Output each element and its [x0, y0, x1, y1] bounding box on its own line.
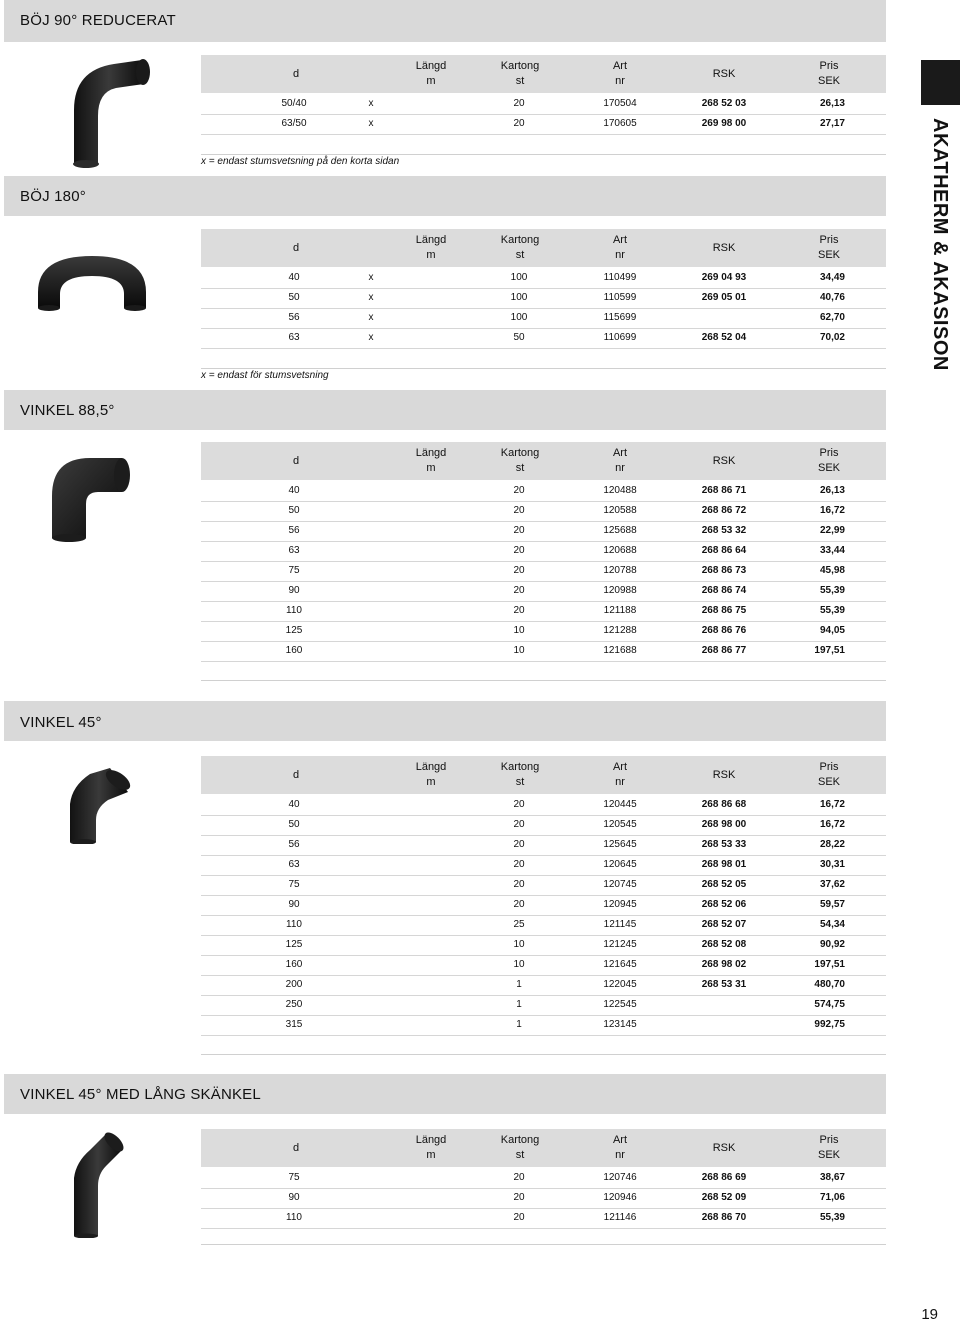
header-label: Art — [612, 234, 628, 246]
section-title: BÖJ 90° REDUCERAT — [20, 12, 176, 29]
cell-art: 120688 — [603, 545, 637, 556]
cell-carton: 20 — [513, 605, 525, 616]
cell-d: 75 — [288, 879, 300, 890]
cell-carton: 20 — [513, 899, 525, 910]
cell-rsk: 268 53 31 — [701, 979, 747, 990]
cell-carton: 1 — [516, 1019, 522, 1030]
section-title: VINKEL 45° MED LÅNG SKÄNKEL — [20, 1086, 261, 1103]
cell-rsk: 268 98 00 — [701, 819, 747, 830]
header-col-rsk — [697, 241, 751, 256]
section-header-vinkel45 — [4, 701, 886, 741]
cell-rsk: 268 52 08 — [701, 939, 747, 950]
cell-price: 992,75 — [814, 1019, 845, 1030]
divider — [201, 1244, 886, 1245]
cell-rsk: 268 86 64 — [701, 545, 747, 556]
cell-art: 121688 — [603, 645, 637, 656]
header-label: SEK — [817, 75, 840, 87]
table-header — [201, 55, 886, 93]
header-label: Pris — [819, 447, 839, 459]
header-label: RSK — [712, 1142, 736, 1154]
cell-rsk: 268 86 76 — [701, 625, 747, 636]
table-row — [201, 1188, 886, 1209]
table-note: x = endast för stumsvetsning — [201, 370, 329, 381]
cell-carton: 20 — [513, 118, 525, 129]
header-col-price — [801, 760, 857, 790]
cell-art: 120445 — [603, 799, 637, 810]
cell-price: 40,76 — [819, 292, 845, 303]
cell-rsk: 268 86 74 — [701, 585, 747, 596]
section-title: BÖJ 180° — [20, 188, 86, 205]
header-label: m — [426, 75, 436, 87]
table-row — [201, 268, 886, 289]
header-col-price — [801, 59, 857, 89]
header-col-rsk — [697, 67, 751, 82]
cell-art: 120746 — [603, 1172, 637, 1183]
cell-rsk: 268 53 33 — [701, 839, 747, 850]
header-col-d — [281, 768, 311, 783]
header-label: Art — [612, 1134, 628, 1146]
cell-rsk: 268 86 73 — [701, 565, 747, 576]
header-label: d — [292, 769, 300, 781]
table-row — [201, 288, 886, 309]
header-col-carton — [485, 233, 555, 263]
brand-vertical-label: AKATHERM & AKASISON — [929, 118, 951, 371]
cell-carton: 50 — [513, 332, 525, 343]
cell-art: 121245 — [603, 939, 637, 950]
cell-price: 26,13 — [819, 485, 845, 496]
header-col-carton — [485, 446, 555, 476]
cell-carton: 20 — [513, 565, 525, 576]
header-col-d — [281, 1141, 311, 1156]
header-label: SEK — [817, 776, 840, 788]
cell-d: 50 — [288, 292, 300, 303]
cell-price: 54,34 — [819, 919, 845, 930]
cell-art: 125645 — [603, 839, 637, 850]
header-col-d — [281, 67, 311, 82]
table-row — [201, 114, 886, 135]
table-row — [201, 795, 886, 816]
cell-price: 33,44 — [819, 545, 845, 556]
cell-art: 120946 — [603, 1192, 637, 1203]
cell-d: 56 — [288, 525, 300, 536]
header-label: Kartong — [500, 234, 540, 246]
table-row — [201, 815, 886, 836]
page-number: 19 — [921, 1306, 938, 1323]
cell-carton: 100 — [510, 292, 528, 303]
header-col-art — [595, 1133, 645, 1163]
header-label: Pris — [819, 234, 839, 246]
cell-d: 110 — [286, 1212, 302, 1223]
cell-length: x — [368, 312, 374, 323]
divider — [201, 1054, 886, 1055]
header-col-price — [801, 446, 857, 476]
cell-price: 71,06 — [819, 1192, 845, 1203]
cell-d: 90 — [288, 1192, 300, 1203]
cell-carton: 100 — [510, 272, 528, 283]
table-row — [201, 955, 886, 976]
cell-price: 16,72 — [819, 819, 845, 830]
header-label: Pris — [819, 1134, 839, 1146]
cell-d: 56 — [288, 312, 300, 323]
cell-rsk: 268 52 09 — [701, 1192, 747, 1203]
header-label: SEK — [817, 249, 840, 261]
cell-price: 574,75 — [814, 999, 845, 1010]
table-row — [201, 308, 886, 329]
header-col-price — [801, 1133, 857, 1163]
cell-carton: 20 — [513, 525, 525, 536]
table-header — [201, 756, 886, 794]
cell-rsk: 268 53 32 — [701, 525, 747, 536]
header-col-carton — [485, 760, 555, 790]
cell-price: 16,72 — [819, 505, 845, 516]
cell-d: 125 — [285, 625, 303, 636]
table-header — [201, 1129, 886, 1167]
table-row — [201, 521, 886, 542]
cell-carton: 20 — [513, 859, 525, 870]
header-label: Art — [612, 447, 628, 459]
cell-art: 120645 — [603, 859, 637, 870]
table-row — [201, 915, 886, 936]
cell-price: 197,51 — [814, 645, 845, 656]
cell-art: 122545 — [603, 999, 637, 1010]
cell-rsk: 268 86 69 — [701, 1172, 747, 1183]
header-label: SEK — [817, 1149, 840, 1161]
table-row — [201, 581, 886, 602]
cell-price: 55,39 — [819, 605, 845, 616]
cell-price: 55,39 — [819, 1212, 845, 1223]
cell-rsk: 268 98 02 — [701, 959, 747, 970]
cell-carton: 10 — [513, 645, 525, 656]
header-label: m — [426, 462, 436, 474]
elbow-45-image — [60, 764, 140, 844]
table-row — [201, 481, 886, 502]
table-row — [201, 1015, 886, 1036]
header-col-length — [401, 1133, 461, 1163]
header-label: d — [292, 455, 300, 467]
cell-art: 121288 — [603, 625, 637, 636]
cell-d: 250 — [285, 999, 303, 1010]
header-label: nr — [615, 249, 625, 261]
reducer-bend-image — [46, 50, 156, 170]
cell-rsk: 268 86 77 — [701, 645, 747, 656]
cell-carton: 20 — [513, 879, 525, 890]
header-col-length — [401, 233, 461, 263]
table-row — [201, 975, 886, 996]
cell-art: 120745 — [603, 879, 637, 890]
cell-rsk: 268 52 07 — [701, 919, 747, 930]
cell-carton: 10 — [513, 625, 525, 636]
elbow-885-image — [46, 452, 136, 542]
header-col-art — [595, 446, 645, 476]
cell-carton: 20 — [513, 799, 525, 810]
header-col-carton — [485, 1133, 555, 1163]
table-header — [201, 442, 886, 480]
cell-carton: 20 — [513, 839, 525, 850]
header-label: Pris — [819, 60, 839, 72]
cell-art: 170605 — [603, 118, 637, 129]
cell-price: 59,57 — [819, 899, 845, 910]
cell-carton: 20 — [513, 98, 525, 109]
cell-carton: 1 — [516, 979, 522, 990]
cell-d: 110 — [286, 605, 302, 616]
cell-price: 30,31 — [819, 859, 845, 870]
cell-d: 63 — [288, 545, 300, 556]
cell-rsk: 269 05 01 — [701, 292, 747, 303]
cell-art: 122045 — [603, 979, 637, 990]
cell-carton: 20 — [513, 819, 525, 830]
table-row — [201, 995, 886, 1016]
table-row — [201, 895, 886, 916]
divider — [201, 368, 886, 369]
cell-d: 50/40 — [281, 98, 307, 109]
table-row — [201, 835, 886, 856]
cell-carton: 20 — [513, 1172, 525, 1183]
table-note: x = endast stumsvetsning på den korta sidan — [201, 156, 400, 167]
header-col-length — [401, 760, 461, 790]
cell-d: 63/50 — [281, 118, 307, 129]
cell-price: 34,49 — [819, 272, 845, 283]
cell-rsk: 268 86 70 — [701, 1212, 747, 1223]
cell-d: 90 — [288, 899, 300, 910]
cell-art: 115699 — [603, 312, 637, 323]
section-header-vinkel45lang — [4, 1074, 886, 1114]
section-title: VINKEL 45° — [20, 714, 102, 731]
header-label: d — [292, 242, 300, 254]
cell-art: 121146 — [603, 1212, 637, 1223]
cell-rsk: 268 86 75 — [701, 605, 747, 616]
header-label: Längd — [415, 60, 447, 72]
table-row — [201, 541, 886, 562]
cell-rsk: 268 86 68 — [701, 799, 747, 810]
cell-art: 120588 — [603, 505, 637, 516]
cell-art: 121145 — [603, 919, 637, 930]
table-row — [201, 875, 886, 896]
cell-d: 40 — [288, 485, 300, 496]
cell-price: 480,70 — [814, 979, 845, 990]
brand-tab-block — [921, 60, 960, 105]
cell-price: 55,39 — [819, 585, 845, 596]
header-col-rsk — [697, 1141, 751, 1156]
cell-price: 94,05 — [819, 625, 845, 636]
header-col-art — [595, 59, 645, 89]
table-row — [201, 1168, 886, 1189]
section-title: VINKEL 88,5° — [20, 402, 115, 419]
cell-price: 38,67 — [819, 1172, 845, 1183]
cell-price: 197,51 — [814, 959, 845, 970]
cell-d: 50 — [288, 819, 300, 830]
u-bend-image — [32, 252, 152, 312]
header-col-rsk — [697, 768, 751, 783]
header-label: Art — [612, 60, 628, 72]
header-label: nr — [615, 776, 625, 788]
cell-price: 62,70 — [819, 312, 845, 323]
header-label: Längd — [415, 234, 447, 246]
header-col-d — [281, 241, 311, 256]
header-label: RSK — [712, 242, 736, 254]
elbow-45-long-leg-image — [66, 1128, 126, 1238]
cell-d: 90 — [288, 585, 300, 596]
cell-price: 28,22 — [819, 839, 845, 850]
cell-d: 63 — [288, 859, 300, 870]
cell-carton: 100 — [510, 312, 528, 323]
cell-d: 56 — [288, 839, 300, 850]
cell-d: 63 — [288, 332, 300, 343]
cell-d: 75 — [288, 1172, 300, 1183]
header-label: st — [515, 75, 525, 87]
cell-art: 120788 — [603, 565, 637, 576]
table-row — [201, 621, 886, 642]
cell-d: 160 — [285, 645, 303, 656]
cell-carton: 20 — [513, 545, 525, 556]
header-label: RSK — [712, 455, 736, 467]
header-col-art — [595, 760, 645, 790]
cell-d: 40 — [288, 272, 300, 283]
header-col-d — [281, 454, 311, 469]
cell-carton: 20 — [513, 585, 525, 596]
header-label: nr — [615, 75, 625, 87]
header-label: st — [515, 1149, 525, 1161]
cell-price: 37,62 — [819, 879, 845, 890]
header-label: m — [426, 1149, 436, 1161]
header-col-length — [401, 59, 461, 89]
cell-carton: 20 — [513, 485, 525, 496]
cell-rsk: 268 52 06 — [701, 899, 747, 910]
cell-art: 121645 — [603, 959, 637, 970]
cell-price: 26,13 — [819, 98, 845, 109]
cell-art: 120545 — [603, 819, 637, 830]
cell-art: 110699 — [603, 332, 637, 343]
cell-rsk: 268 98 01 — [701, 859, 747, 870]
cell-art: 110599 — [603, 292, 637, 303]
header-label: Längd — [415, 761, 447, 773]
cell-carton: 20 — [513, 1212, 525, 1223]
table-row — [201, 935, 886, 956]
cell-price: 90,92 — [819, 939, 845, 950]
header-col-art — [595, 233, 645, 263]
cell-rsk: 268 86 71 — [701, 485, 747, 496]
cell-art: 110499 — [603, 272, 637, 283]
header-label: Längd — [415, 1134, 447, 1146]
table-row — [201, 855, 886, 876]
cell-art: 120945 — [603, 899, 637, 910]
header-col-price — [801, 233, 857, 263]
table-row — [201, 94, 886, 115]
table-row — [201, 328, 886, 349]
table-row — [201, 601, 886, 622]
cell-price: 45,98 — [819, 565, 845, 576]
cell-d: 160 — [285, 959, 303, 970]
header-col-rsk — [697, 454, 751, 469]
cell-rsk: 268 52 03 — [701, 98, 747, 109]
table-row — [201, 561, 886, 582]
cell-d: 200 — [285, 979, 303, 990]
header-label: RSK — [712, 769, 736, 781]
header-label: Kartong — [500, 60, 540, 72]
cell-price: 16,72 — [819, 799, 845, 810]
header-label: Kartong — [500, 761, 540, 773]
header-label: d — [292, 1142, 300, 1154]
header-label: m — [426, 249, 436, 261]
header-label: st — [515, 462, 525, 474]
header-label: Kartong — [500, 1134, 540, 1146]
header-label: Längd — [415, 447, 447, 459]
cell-rsk: 269 98 00 — [701, 118, 747, 129]
cell-d: 315 — [285, 1019, 303, 1030]
cell-rsk: 268 86 72 — [701, 505, 747, 516]
header-label: st — [515, 249, 525, 261]
cell-carton: 25 — [513, 919, 525, 930]
cell-art: 120488 — [603, 485, 637, 496]
header-label: m — [426, 776, 436, 788]
header-label: nr — [615, 462, 625, 474]
cell-art: 170504 — [603, 98, 637, 109]
cell-art: 120988 — [603, 585, 637, 596]
cell-length: x — [368, 292, 374, 303]
table-row — [201, 501, 886, 522]
cell-d: 125 — [285, 939, 303, 950]
cell-d: 75 — [288, 565, 300, 576]
cell-carton: 10 — [513, 939, 525, 950]
cell-art: 121188 — [603, 605, 637, 616]
header-col-carton — [485, 59, 555, 89]
cell-carton: 10 — [513, 959, 525, 970]
cell-price: 22,99 — [819, 525, 845, 536]
header-label: RSK — [712, 68, 736, 80]
table-row — [201, 1208, 886, 1229]
header-label: Pris — [819, 761, 839, 773]
section-header-boj180 — [4, 176, 886, 216]
section-header-boj90 — [4, 0, 886, 42]
cell-length: x — [368, 98, 374, 109]
header-label: st — [515, 776, 525, 788]
cell-art: 125688 — [603, 525, 637, 536]
divider — [201, 680, 886, 681]
cell-carton: 1 — [516, 999, 522, 1010]
cell-d: 110 — [286, 919, 302, 930]
cell-rsk: 268 52 05 — [701, 879, 747, 890]
section-header-vinkel885 — [4, 390, 886, 430]
cell-rsk: 268 52 04 — [701, 332, 747, 343]
cell-d: 50 — [288, 505, 300, 516]
cell-d: 40 — [288, 799, 300, 810]
cell-price: 27,17 — [819, 118, 845, 129]
cell-length: x — [368, 118, 374, 129]
cell-carton: 20 — [513, 505, 525, 516]
header-label: nr — [615, 1149, 625, 1161]
cell-rsk: 269 04 93 — [701, 272, 747, 283]
cell-length: x — [368, 272, 374, 283]
header-label: d — [292, 68, 300, 80]
table-row — [201, 641, 886, 662]
header-label: Kartong — [500, 447, 540, 459]
cell-carton: 20 — [513, 1192, 525, 1203]
header-col-length — [401, 446, 461, 476]
cell-length: x — [368, 332, 374, 343]
header-label: Art — [612, 761, 628, 773]
table-header — [201, 229, 886, 267]
cell-price: 70,02 — [819, 332, 845, 343]
cell-art: 123145 — [603, 1019, 637, 1030]
header-label: SEK — [817, 462, 840, 474]
divider — [201, 154, 886, 155]
